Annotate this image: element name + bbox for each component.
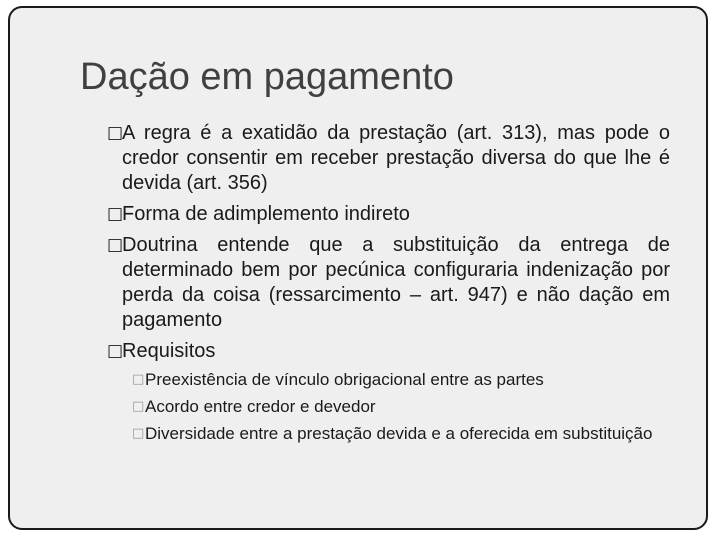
square-sub-bullet-icon: □ xyxy=(132,426,145,441)
slide-title: Dação em pagamento xyxy=(80,56,454,98)
bullet-item xyxy=(107,121,670,196)
sub-bullet-item xyxy=(107,424,670,444)
sub-bullet-item xyxy=(107,370,670,390)
sub-bullet-text: Preexistência de vínculo obrigacional entre as partes xyxy=(145,370,544,389)
square-bullet-icon: □ xyxy=(107,123,124,143)
bullet-text: Requisitos xyxy=(122,340,216,362)
square-bullet-icon: □ xyxy=(107,235,124,255)
sub-bullet-text: Acordo entre credor e devedor xyxy=(145,397,376,416)
sub-bullet-text: Diversidade entre a prestação devida e a oferecida em substituição xyxy=(145,424,653,443)
bullet-text: Doutrina entende que a substituição da entrega de determinado bem por pecúnica configuraria indenização por perda da coisa (ressarcimento – art. 947) e não dação em pagamento xyxy=(122,234,670,331)
bullet-text: A regra é a exatidão da prestação (art. 313), mas pode o credor consentir em receber prestação diversa do que lhe é devida (art. 356) xyxy=(122,122,670,194)
square-sub-bullet-icon: □ xyxy=(132,399,145,414)
sub-bullet-item xyxy=(107,397,670,417)
slide-body xyxy=(107,121,670,451)
bullet-item xyxy=(107,339,670,364)
square-bullet-icon: □ xyxy=(107,204,124,224)
bullet-item xyxy=(107,202,670,227)
square-bullet-icon: □ xyxy=(107,341,124,361)
bullet-text: Forma de adimplemento indireto xyxy=(122,203,410,225)
square-sub-bullet-icon: □ xyxy=(132,372,145,387)
bullet-item xyxy=(107,233,670,333)
